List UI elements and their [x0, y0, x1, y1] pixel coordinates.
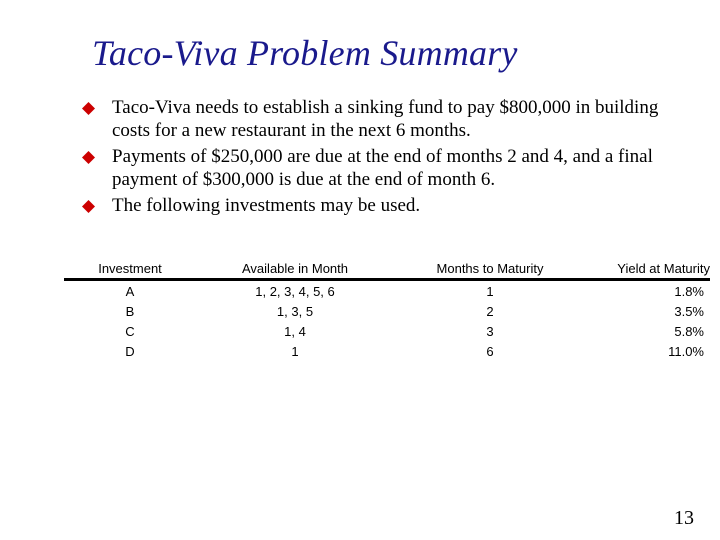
table-row	[64, 341, 710, 361]
cell-yield-at-maturity: 3.5%	[674, 303, 704, 319]
bullet-item	[80, 194, 700, 217]
table-header	[64, 258, 710, 281]
bullet-list	[80, 96, 700, 220]
diamond-bullet-icon	[82, 200, 95, 213]
header-investment: Investment	[98, 260, 162, 276]
header-months-to-maturity: Months to Maturity	[436, 260, 544, 276]
diamond-bullet-icon	[82, 151, 95, 164]
bullet-text: The following investments may be used.	[112, 195, 421, 216]
table-row	[64, 301, 710, 321]
table-row	[64, 321, 710, 341]
bullet-item	[80, 145, 700, 191]
cell-available-in-month: 1, 2, 3, 4, 5, 6	[255, 283, 335, 299]
cell-yield-at-maturity: 11.0%	[668, 343, 704, 359]
cell-months-to-maturity: 1	[486, 283, 494, 299]
bullet-text: Taco-Viva needs to establish a sinking fund to pay $800,000 in building costs for a new restaurant in the next 6 months.	[112, 97, 659, 141]
cell-available-in-month: 1, 3, 5	[276, 303, 314, 319]
header-yield-at-maturity: Yield at Maturity	[617, 260, 710, 276]
cell-investment: C	[125, 323, 135, 339]
bullet-text: Payments of $250,000 are due at the end of months 2 and 4, and a final payment of $300,000 is due at the end of month 6.	[112, 146, 653, 190]
diamond-bullet-icon	[82, 102, 95, 115]
cell-months-to-maturity: 2	[486, 303, 494, 319]
cell-investment: A	[125, 283, 135, 299]
cell-available-in-month: 1, 4	[284, 323, 306, 339]
cell-available-in-month: 1	[291, 343, 299, 359]
cell-yield-at-maturity: 1.8%	[674, 283, 704, 299]
cell-months-to-maturity: 3	[486, 323, 494, 339]
page-number: 13	[674, 507, 694, 529]
investment-table	[64, 258, 710, 361]
cell-months-to-maturity: 6	[486, 343, 494, 359]
cell-investment: B	[125, 303, 135, 319]
bullet-item	[80, 96, 700, 142]
header-available-in-month: Available in Month	[242, 260, 348, 276]
slide-title: Taco-Viva Problem Summary	[92, 33, 518, 73]
cell-investment: D	[125, 343, 135, 359]
cell-yield-at-maturity: 5.8%	[674, 323, 704, 339]
table-row	[64, 281, 710, 301]
